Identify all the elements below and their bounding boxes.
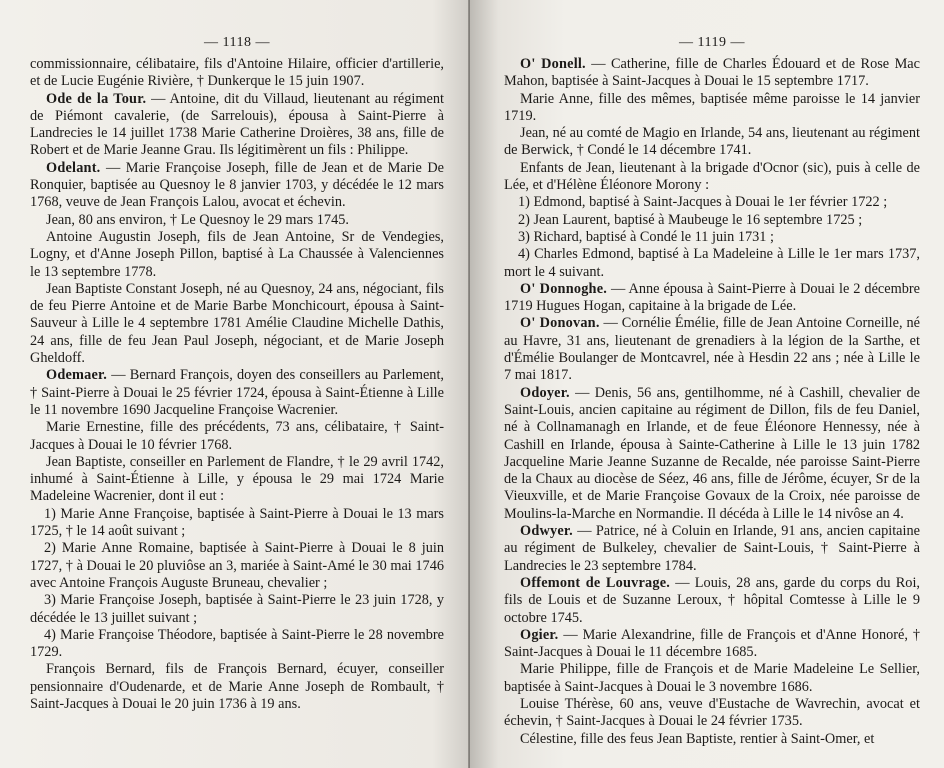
paragraph: Jean, 80 ans environ, † Le Quesnoy le 29 mars 1745. [46,211,349,228]
entry-heading: Odemaer. [46,367,108,384]
list-item: 4) Charles Edmond, baptisé à La Madeleine à Lille le 1er mars 1737, mort le 4 suivant. [504,246,920,280]
entry: O' Donnoghe. — Anne épousa à Saint-Pierre à Douai le 2 décembre 1719 Hugues Hogan, capitaine à la brigade de Lée. [504,280,920,315]
list-item: 1) Marie Anne Françoise, baptisée à Saint-Pierre à Douai le 13 mars 1725, † le 14 août suivant ; [30,505,444,540]
entry: Odoyer. — Denis, 56 ans, gentilhomme, né à Cashill, chevalier de Saint-Louis, ancien capitaine au régiment de Dillon, fils de feu Daniel, né à Collnamanagh en Irlande, et de feue Éléonore Hennessy, née à Cashill en Irlande, épousa à Sainte-Catherine à Lille le 13 juin 1782 Jacqueline Marie Jeanne Suzanne de Recalde, née paroisse Saint-Pierre de la Chaux au diocèse de Séez, 46 ans, fille de Jérôme, écuyer, Sr de la Vieuxville, et de Marie Françoise Govaux de la Croix, née paroisse de Moulins-la-Marche en Normandie. Il décéda à Lille le 14 nivôse an 4. [504,384,920,522]
paragraph: Marie Anne, fille des mêmes, baptisée même paroisse le 14 janvier 1719. [504,90,920,124]
paragraph: Marie Philippe, fille de François et de Marie Madeleine Le Sellier, baptisée à Saint-Jacques à Douai le 3 novembre 1686. [504,661,920,695]
paragraph: François Bernard, fils de François Bernard, écuyer, conseiller pensionnaire d'Oudenarde, et de Marie Anne Joseph de Rombault, † Saint-Jacques à Douai le 20 juin 1736 à 19 ans. [30,661,444,712]
list-item: 2) Jean Laurent, baptisé à Maubeuge le 16 septembre 1725 ; [518,211,863,228]
right-page-text [504,56,920,748]
entry: Odemaer. — Bernard François, doyen des conseillers au Parlement, † Saint-Pierre à Douai le 25 février 1724, épousa à Saint-Étienne à Lille le 11 novembre 1690 Jacqueline Françoise Wacrenier. [30,367,444,418]
paragraph: Jean, né au comté de Magio en Irlande, 54 ans, lieutenant au régiment de Berwick, † Condé le 14 décembre 1741. [504,125,920,159]
paragraph: Enfants de Jean, lieutenant à la brigade d'Ocnor (sic), puis à celle de Lée, et d'Hélène Éléonore Morony : [504,159,920,194]
left-page-text [30,56,444,713]
entry: Ode de la Tour. — Antoine, dit du Villaud, lieutenant au régiment de Piémont cavalerie, (de Sarrelouis), épousa à Saint-Pierre à Landrecies le 14 juillet 1738 Marie Catherine Droières, 38 ans, fille de Robert et de Marie Jeanne Grau. Ils légitimèrent un fils : Philippe. [30,90,444,159]
paragraph: Marie Ernestine, fille des précédents, 73 ans, célibataire, † Saint-Jacques à Douai le 10 février 1768. [30,419,444,453]
entry-heading: Ogier. [520,626,559,643]
list-item: 3) Marie Françoise Joseph, baptisée à Saint-Pierre le 23 juin 1728, y décédée le 13 juillet suivant ; [30,592,444,626]
right-page [470,0,944,768]
list-item: 3) Richard, baptisé à Condé le 11 juin 1731 ; [518,228,774,245]
entry-heading: O' Donell. [520,56,586,72]
entry: O' Donell. — Catherine, fille de Charles Édouard et de Rose Mac Mahon, baptisée à Saint-Jacques à Douai le 15 septembre 1717. [504,56,920,90]
entry-heading: Odelant. [46,159,101,176]
list-item: 1) Edmond, baptisé à Saint-Jacques à Douai le 1er février 1722 ; [518,194,888,211]
entry: Offemont de Louvrage. — Louis, 28 ans, garde du corps du Roi, fils de Louis et de Suzanne Leroux, † hôpital Comtesse à Lille le 9 octobre 1745. [504,574,921,626]
page-number: — 1119 — [679,35,745,50]
entry-heading: Odoyer. [520,384,570,401]
left-page [0,0,470,768]
entry-heading: Offemont de Louvrage. [520,574,671,591]
entry-heading: O' Donovan. [520,315,600,332]
entry-heading: Ode de la Tour. [46,90,147,107]
paragraph: Louise Thérèse, 60 ans, veuve d'Eustache de Wavrechin, avocat et échevin, † Saint-Jacques à Douai le 24 février 1735. [504,695,920,730]
entry: Odwyer. — Patrice, né à Coluin en Irlande, 91 ans, ancien capitaine au régiment de Bulkeley, chevalier de Saint-Louis, † Saint-Pierre à Landrecies le 23 septembre 1784. [504,523,920,574]
list-item: 4) Marie Françoise Théodore, baptisée à Saint-Pierre le 28 novembre 1729. [30,626,444,661]
entry-heading: Odwyer. [520,523,573,540]
entry: Ogier. — Marie Alexandrine, fille de François et d'Anne Honoré, † Saint-Jacques à Douai le 11 décembre 1685. [504,626,920,661]
entry: Odelant. — Marie Françoise Joseph, fille de Jean et de Marie De Ronquier, baptisée au Quesnoy le 8 janvier 1703, y décédée le 12 mars 1768, veuve de Jean François Lalou, avocat et échevin. [30,159,444,211]
paragraph: commissionnaire, célibataire, fils d'Antoine Hilaire, officier d'artillerie, et de Lucie Eugénie Rivière, † Dunkerque le 15 juin 1907. [30,56,444,90]
list-item: 2) Marie Anne Romaine, baptisée à Saint-Pierre à Douai le 8 juin 1727, † à Douai le 20 pluviôse an 3, mariée à Saint-Amé le 30 mai 1746 avec Antoine François Auguste Bruneau, chevalier ; [30,540,444,591]
paragraph: Jean Baptiste, conseiller en Parlement de Flandre, † le 29 avril 1742, inhumé à Saint-Étienne à Lille, y épousa le 29 mai 1724 Marie Madeleine Wacrenier, dont il eut : [30,453,444,505]
paragraph: Antoine Augustin Joseph, fils de Jean Antoine, Sr de Vendegies, Logny, et d'Anne Joseph Pillon, baptisé à La Chaussée à Valenciennes le 13 septembre 1778. [30,228,444,280]
page-number: — 1118 — [204,35,270,50]
paragraph: Célestine, fille des feus Jean Baptiste, rentier à Saint-Omer, et [520,730,875,747]
entry: O' Donovan. — Cornélie Émélie, fille de Jean Antoine Corneille, né au Havre, 31 ans, lieutenant de grenadiers à la légion de la Sarthe, et d'Émélie Boulanger de Montcavrel, née à Hesdin 22 ans ; née à Lille le 7 mai 1817. [504,315,920,384]
paragraph: Jean Baptiste Constant Joseph, né au Quesnoy, 24 ans, négociant, fils de feu Pierre Antoine et de Marie Barbe Monchicourt, épousa à Saint-Sauveur à Lille le 4 septembre 1781 Amélie Claudine Michelle Dathis, 24 ans, fille de feu Jean Paul Joseph, négociant, et de Marie Joseph Gheldoff. [30,280,444,367]
entry-heading: O' Donnoghe. [520,280,608,297]
